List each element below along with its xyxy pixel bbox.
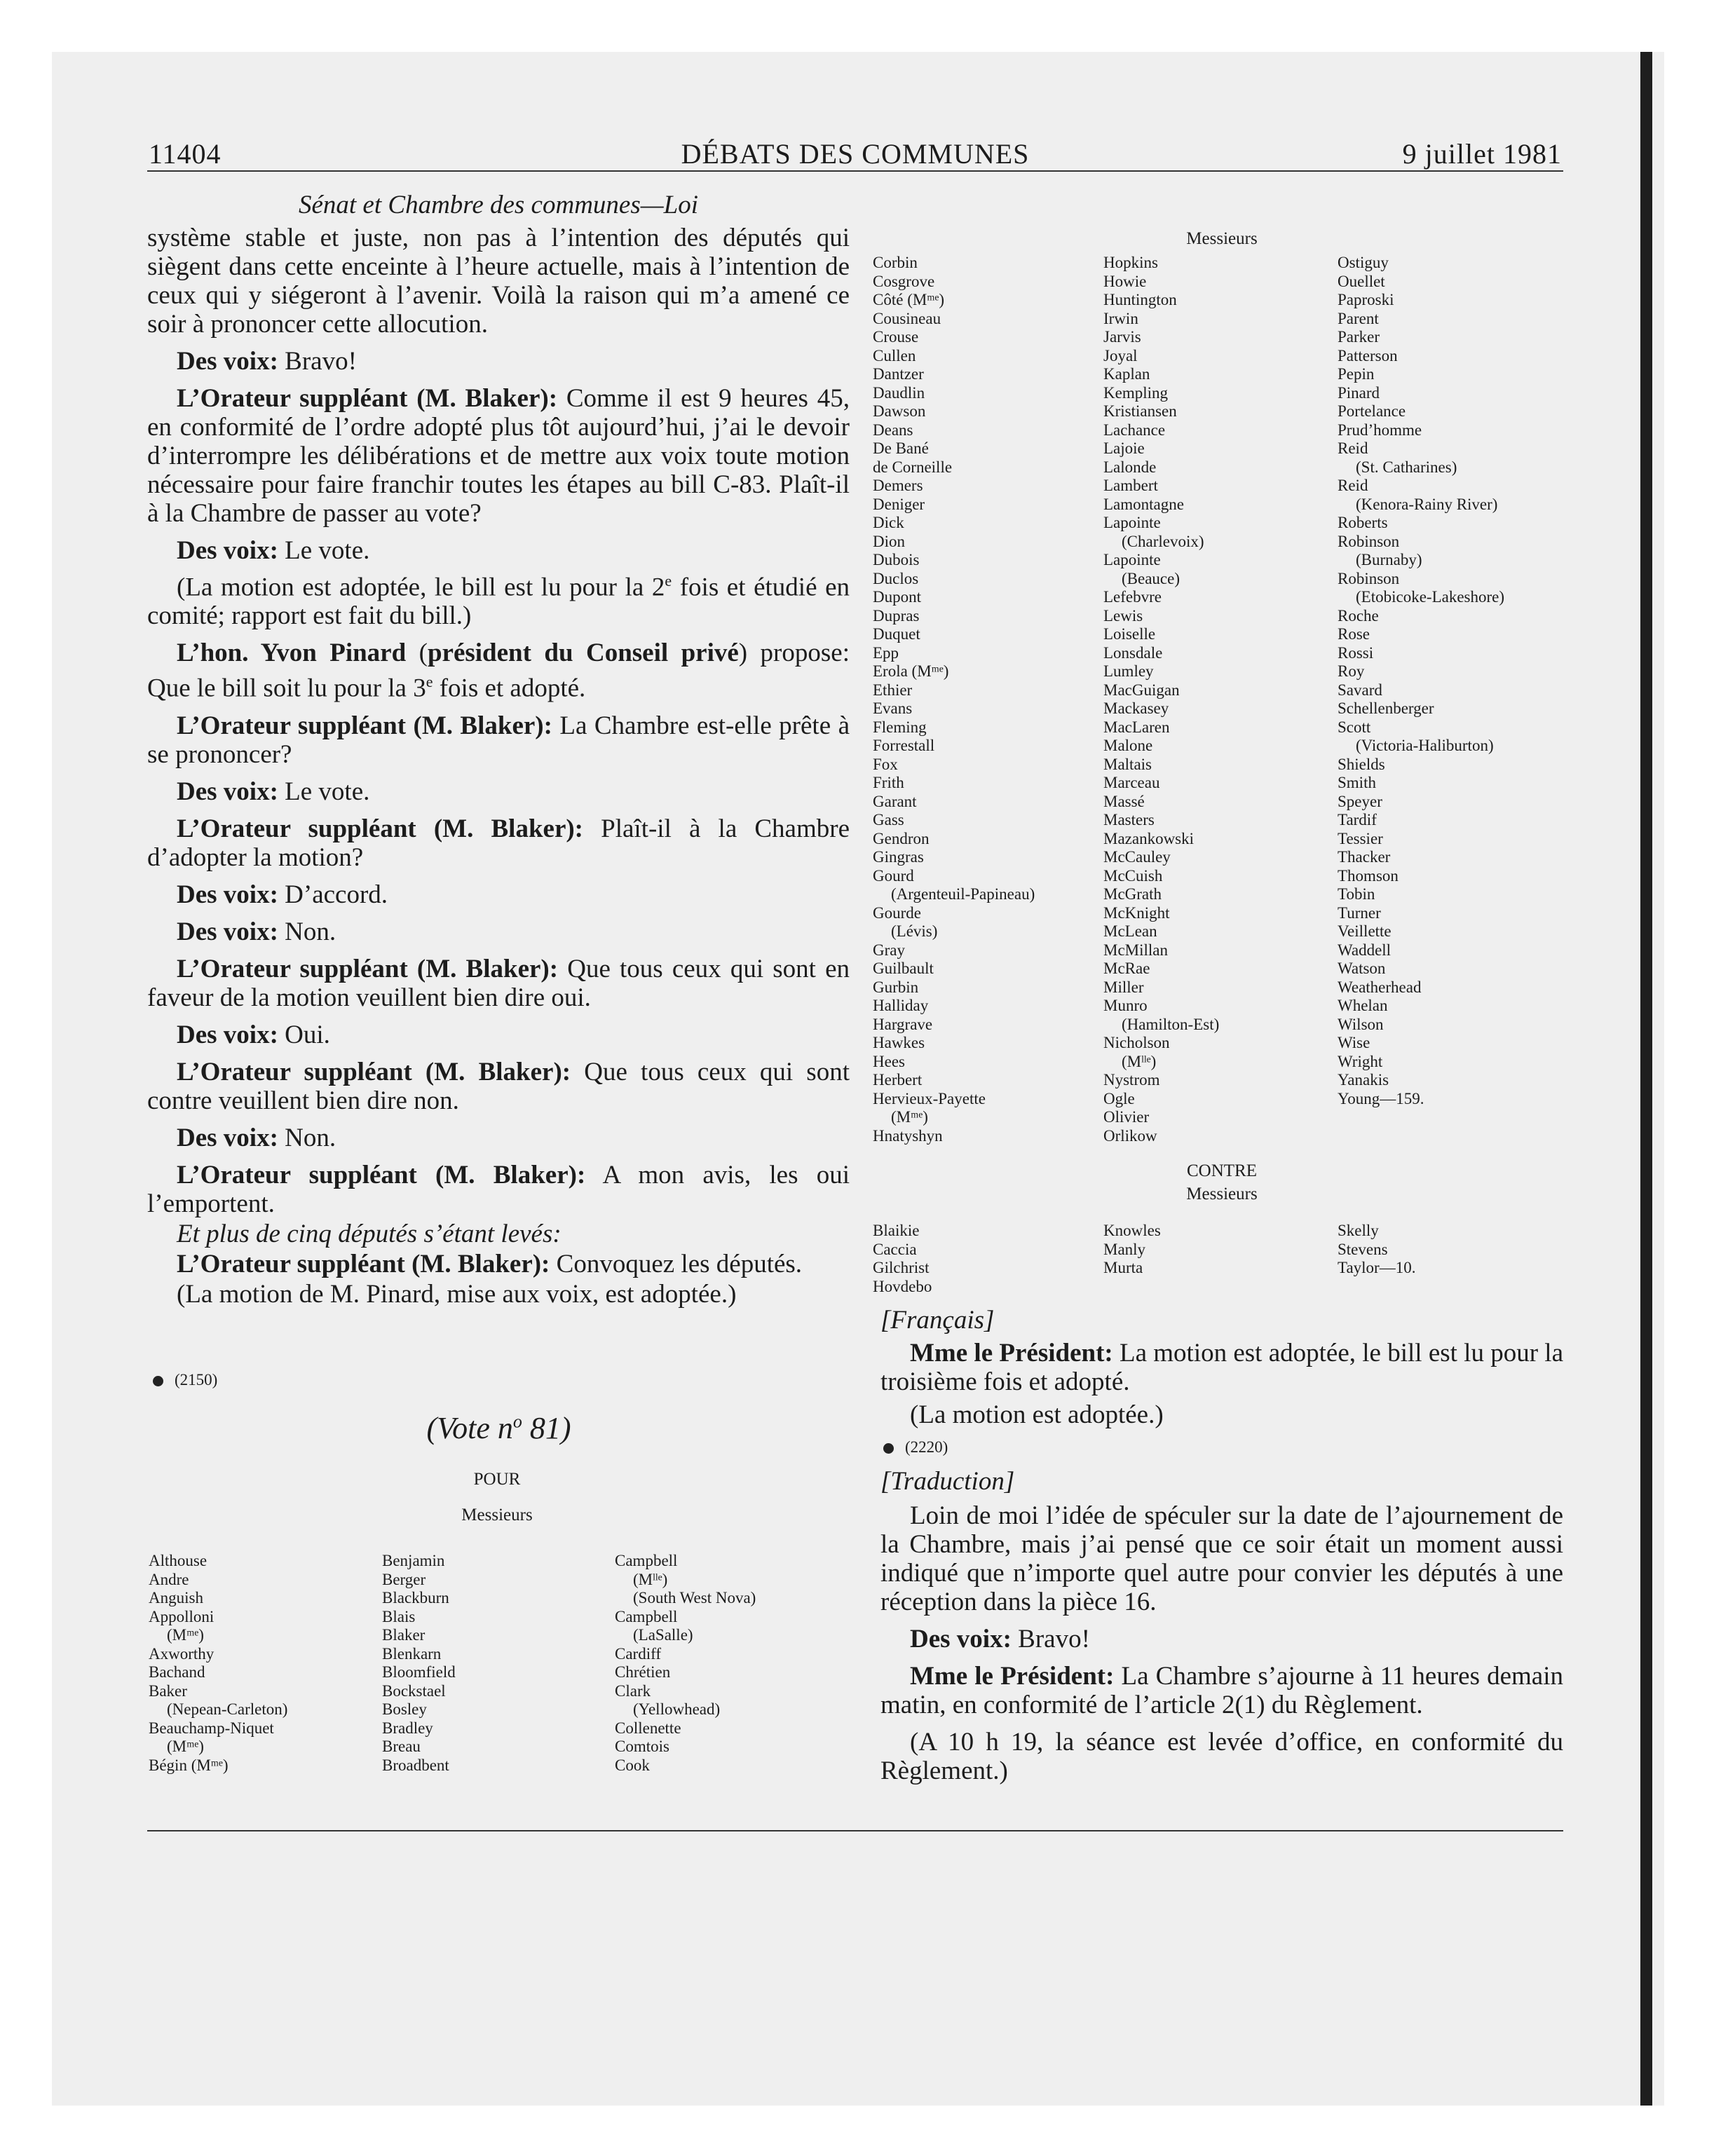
contre-heading: CONTRE <box>1187 1161 1257 1180</box>
member-name: Cook <box>615 1756 650 1774</box>
paragraph: Des voix: Non. <box>177 1123 336 1152</box>
page-date: 9 juillet 1981 <box>1402 138 1562 170</box>
member-name: Speyer <box>1338 792 1382 810</box>
member-name: Mackasey <box>1103 700 1169 717</box>
member-name: McCauley <box>1103 848 1171 866</box>
paragraph: (La motion est adoptée.) <box>910 1400 1164 1429</box>
paragraph: L’Orateur suppléant (M. Blaker): La Chambre est-elle prête à se prononcer? <box>147 711 850 769</box>
member-name: Guilbault <box>873 960 934 977</box>
member-name: Massé <box>1103 792 1145 810</box>
member-name: Roche <box>1338 606 1379 625</box>
member-name: Reid <box>1338 477 1368 494</box>
member-name: Thomson <box>1338 866 1399 885</box>
member-name: (South West Nova) <box>633 1589 756 1606</box>
member-name: Fleming <box>873 718 927 736</box>
page-header-title: DÉBATS DES COMMUNES <box>681 138 1030 170</box>
right-text-block-2 <box>880 1501 1563 1794</box>
member-name: McLean <box>1103 922 1157 940</box>
member-name: Ogle <box>1103 1089 1135 1107</box>
pour-heading: POUR <box>473 1470 521 1489</box>
member-name: Gass <box>873 811 904 828</box>
member-name: Fox <box>873 755 898 773</box>
member-name: Knowles <box>1103 1222 1161 1239</box>
member-name: Joyal <box>1103 346 1138 364</box>
member-name: McMillan <box>1103 941 1168 959</box>
member-name: Lajoie <box>1103 439 1145 457</box>
member-name: Campbell <box>615 1607 678 1625</box>
member-name: Lonsdale <box>1103 643 1163 662</box>
member-name: Epp <box>873 643 899 662</box>
member-name: Olivier <box>1103 1108 1150 1126</box>
member-name: MacGuigan <box>1103 681 1180 699</box>
member-name: Savard <box>1338 681 1382 699</box>
member-name: Herbert <box>873 1071 923 1089</box>
speaker: L’Orateur suppléant (M. Blaker): <box>177 954 559 983</box>
bullet-dot-icon <box>153 1376 163 1386</box>
member-name: Blackburn <box>382 1589 449 1606</box>
member-name: Tobin <box>1338 885 1375 903</box>
member-name: Demers <box>873 477 923 494</box>
contre-list-col1 <box>873 1222 932 1296</box>
footer-rule <box>147 1830 1563 1831</box>
member-name: Blaikie <box>873 1222 920 1239</box>
speaker: Des voix: <box>177 1020 278 1049</box>
member-name: Rose <box>1338 625 1370 643</box>
member-name: Wise <box>1338 1034 1370 1051</box>
member-name: Dion <box>873 532 905 550</box>
member-name: Garant <box>873 792 917 810</box>
member-name: Cullen <box>873 346 916 364</box>
member-name: Roberts <box>1338 514 1388 531</box>
member-name: Lambert <box>1103 477 1158 494</box>
right-text-block-1 <box>880 1339 1563 1429</box>
member-name: Malone <box>1103 737 1153 754</box>
member-name: Howie <box>1103 272 1147 290</box>
member-name: McGrath <box>1103 885 1162 903</box>
member-name: Côté (Mᵐᵉ) <box>873 291 945 308</box>
member-name: (LaSalle) <box>633 1626 693 1644</box>
speaker: Des voix: <box>177 880 278 909</box>
member-name: Berger <box>382 1570 426 1588</box>
speaker: Des voix: <box>177 347 278 376</box>
member-name: Evans <box>873 700 913 717</box>
member-name: (Burnaby) <box>1356 551 1422 568</box>
member-name: Kempling <box>1103 383 1168 402</box>
member-name: Watson <box>1338 960 1386 977</box>
paragraph: système stable et juste, non pas à l’intention des députés qui siègent dans cette enceinte à l’heure actuelle, mais à l’intention de ceux qui y siégeront à l’avenir. Voilà la raison qui m’a amené ce soir à prononcer cette allocution. <box>147 224 850 339</box>
time-marker: (2150) <box>153 1371 217 1389</box>
messieurs-heading: Messieurs <box>1186 229 1258 248</box>
member-name: McCuish <box>1103 866 1163 885</box>
member-name: Bégin (Mᵐᵉ) <box>149 1756 229 1774</box>
member-name: Deans <box>873 421 913 439</box>
member-name: Clark <box>615 1681 651 1700</box>
member-name: (Mᵐᵉ) <box>167 1738 204 1755</box>
member-name: Dick <box>873 514 904 531</box>
member-name: (Mˡˡᵉ) <box>633 1570 668 1588</box>
paragraph: Des voix: Bravo! <box>910 1625 1090 1653</box>
member-name: Bradley <box>382 1719 433 1737</box>
member-name: Wright <box>1338 1052 1383 1070</box>
member-name: Maltais <box>1103 755 1152 773</box>
member-name: De Bané <box>873 439 929 457</box>
member-name: Rossi <box>1338 643 1374 662</box>
pour-list-col3 <box>615 1552 756 1775</box>
member-name: Duclos <box>873 569 919 587</box>
member-name: Frith <box>873 774 904 791</box>
member-name: Althouse <box>149 1552 207 1569</box>
paragraph: Des voix: Le vote. <box>177 777 370 806</box>
member-name: Hees <box>873 1052 905 1070</box>
member-name: Daudlin <box>873 383 925 402</box>
paragraph: Des voix: Bravo! <box>177 347 357 376</box>
speaker: Mme le Président: <box>910 1339 1113 1367</box>
member-name: Yanakis <box>1338 1071 1389 1089</box>
member-name: Duquet <box>873 625 920 643</box>
member-name: Lumley <box>1103 662 1154 680</box>
member-name: Blais <box>382 1607 416 1625</box>
member-name: Whelan <box>1338 997 1388 1014</box>
paragraph: L’Orateur suppléant (M. Blaker): Comme il est 9 heures 45, en conformité de l’ordre adopté plus tôt aujourd’hui, j’ai le devoir d’interrompre les délibérations et de mettre aux voix toute motion nécessaire pour faire franchir toutes les étapes au bill C-83. Plaît-il à la Chambre de passer au vote? <box>147 384 850 528</box>
member-name: Tardif <box>1338 811 1377 828</box>
member-name: Bockstael <box>382 1681 446 1700</box>
member-name: (St. Catharines) <box>1356 458 1457 476</box>
member-name: Breau <box>382 1738 421 1755</box>
member-name: Ouellet <box>1338 272 1385 290</box>
left-column <box>147 191 850 1317</box>
member-name: Skelly <box>1338 1222 1379 1239</box>
paragraph: (La motion de M. Pinard, mise aux voix, est adoptée.) <box>177 1279 737 1309</box>
member-name: Cosgrove <box>873 272 935 290</box>
member-name: Ethier <box>873 681 913 699</box>
member-name: Dupras <box>873 606 920 625</box>
member-name: Blaker <box>382 1626 426 1644</box>
member-name: Erola (Mᵐᵉ) <box>873 662 949 680</box>
member-name: Lapointe <box>1103 551 1161 568</box>
time-marker: (2220) <box>883 1438 948 1456</box>
messieurs-heading: Messieurs <box>1186 1185 1258 1203</box>
member-name: Gingras <box>873 848 924 866</box>
member-name: Young—159. <box>1338 1089 1424 1107</box>
member-name: Marceau <box>1103 774 1160 791</box>
speaker: Des voix: <box>177 536 278 565</box>
member-name: Collenette <box>615 1719 681 1737</box>
member-name: Dantzer <box>873 365 924 383</box>
pour-list-col1 <box>149 1552 287 1775</box>
member-name: McRae <box>1103 960 1150 977</box>
contre-list-col3 <box>1338 1222 1415 1278</box>
member-name: Huntington <box>1103 291 1177 308</box>
member-name: Reid <box>1338 439 1368 457</box>
member-name: (Yellowhead) <box>633 1700 721 1718</box>
member-name: Nicholson <box>1103 1034 1170 1051</box>
member-name: Comtois <box>615 1738 669 1755</box>
member-name: Weatherhead <box>1338 978 1422 996</box>
speaker: Des voix: <box>177 1123 278 1152</box>
paragraph: Des voix: Le vote. <box>177 536 370 565</box>
messieurs-heading: Messieurs <box>461 1506 533 1524</box>
member-name: Lachance <box>1103 421 1166 439</box>
member-name: Stevens <box>1338 1240 1388 1258</box>
paragraph: L’Orateur suppléant (M. Blaker): Que tous ceux qui sont contre veuillent bien dire non. <box>147 1057 850 1115</box>
vote-title: (Vote $n^o$ 81) <box>426 1411 571 1445</box>
bullet-dot-icon <box>883 1443 894 1454</box>
member-name: Dubois <box>873 551 920 568</box>
member-name: Cousineau <box>873 309 941 327</box>
member-name: Parker <box>1338 328 1380 346</box>
paragraph: L’hon. Yvon Pinard (président du Conseil privé) propose: Que le bill soit lu pour la 3e fois et adopté. <box>147 639 850 703</box>
member-name: Broadbent <box>382 1756 449 1774</box>
member-name: Schellenberger <box>1338 700 1434 717</box>
paragraph: (La motion est adoptée, le bill est lu pour la 2e fois et étudié en comité; rapport est fait du bill.) <box>147 572 850 631</box>
member-name: Thacker <box>1338 848 1391 866</box>
member-name: (Lévis) <box>891 922 938 940</box>
member-name: Gendron <box>873 829 930 847</box>
member-name: Crouse <box>873 328 919 346</box>
member-name: Bachand <box>149 1663 205 1681</box>
member-name: Shields <box>1338 755 1385 773</box>
member-name: Paproski <box>1338 291 1394 308</box>
speaker: L’Orateur suppléant (M. Blaker): <box>177 1057 571 1086</box>
speaker: L’Orateur suppléant (M. Blaker): <box>177 711 552 740</box>
member-name: Taylor—10. <box>1338 1259 1416 1276</box>
page-number: 11404 <box>149 138 222 170</box>
member-name: Prud’homme <box>1338 421 1422 439</box>
member-name: Pinard <box>1338 383 1380 402</box>
header-rule <box>147 170 1563 172</box>
member-name: Ostiguy <box>1338 254 1389 271</box>
member-name: Gurbin <box>873 978 919 996</box>
member-name: Mazankowski <box>1103 829 1195 847</box>
member-name: (Mˡˡᵉ) <box>1122 1052 1157 1070</box>
member-name: (Hamilton-Est) <box>1122 1015 1220 1033</box>
member-name: Anguish <box>149 1589 203 1606</box>
member-name: Turner <box>1338 903 1381 922</box>
member-name: (Etobicoke-Lakeshore) <box>1356 588 1505 606</box>
speaker: L’Orateur suppléant (M. Blaker): <box>177 1160 586 1189</box>
member-name: Wilson <box>1338 1015 1384 1033</box>
member-name: Portelance <box>1338 402 1406 420</box>
member-name: (Nepean-Carleton) <box>167 1700 288 1718</box>
member-name: Gourde <box>873 903 921 922</box>
member-name: Appolloni <box>149 1607 215 1625</box>
paragraph: Des voix: Oui. <box>177 1020 330 1049</box>
speaker: L’hon. Yvon Pinard <box>177 639 407 668</box>
member-name: Murta <box>1103 1259 1143 1276</box>
section-title: Sénat et Chambre des communes—Loi <box>298 191 698 219</box>
speaker: Des voix: <box>177 917 278 946</box>
member-name: Kristiansen <box>1103 402 1177 420</box>
member-name: Loiselle <box>1103 625 1156 643</box>
speaker: Des voix: <box>177 777 278 806</box>
member-name: Beauchamp-Niquet <box>149 1719 274 1737</box>
member-name: Gilchrist <box>873 1259 930 1276</box>
scan-edge-bar <box>1640 52 1652 2106</box>
member-name: Cardiff <box>615 1644 662 1663</box>
member-name: Lewis <box>1103 606 1143 625</box>
member-name: Baker <box>149 1681 187 1700</box>
member-name: Axworthy <box>149 1644 215 1663</box>
member-name: (Mᵐᵉ) <box>167 1626 204 1644</box>
member-name: Hargrave <box>873 1015 933 1033</box>
member-name: Hnatyshyn <box>873 1126 943 1145</box>
member-name: Andre <box>149 1570 189 1588</box>
paragraph: L’Orateur suppléant (M. Blaker): A mon avis, les oui l’emportent. <box>147 1160 850 1218</box>
pour-list-col5 <box>1103 254 1219 1145</box>
paragraph: L’Orateur suppléant (M. Blaker): Que tous ceux qui sont en faveur de la motion veuillent bien dire oui. <box>147 954 850 1012</box>
member-name: Forrestall <box>873 737 935 754</box>
member-name: (Mᵐᵉ) <box>891 1108 928 1126</box>
member-name: Nystrom <box>1103 1071 1160 1089</box>
speaker: L’Orateur suppléant (M. Blaker): <box>177 1249 550 1278</box>
contre-list-col2 <box>1103 1222 1161 1278</box>
member-name: MacLaren <box>1103 718 1170 736</box>
member-name: Parent <box>1338 309 1379 327</box>
paragraph: Et plus de cinq députés s’étant levés: <box>177 1219 562 1248</box>
member-name: Robinson <box>1338 569 1400 587</box>
member-name: Hovdebo <box>873 1277 932 1295</box>
member-name: Miller <box>1103 978 1144 996</box>
paragraph: (A 10 h 19, la séance est levée d’office, en conformité du Règlement.) <box>880 1728 1563 1785</box>
member-name: Lalonde <box>1103 458 1157 476</box>
member-name: Patterson <box>1338 346 1398 364</box>
member-name: Pepin <box>1338 365 1375 383</box>
paragraph: Des voix: Non. <box>177 917 336 946</box>
pour-list-col2 <box>382 1552 456 1775</box>
member-name: Tessier <box>1338 829 1383 847</box>
member-name: Bosley <box>382 1700 427 1718</box>
member-name: Gourd <box>873 866 914 885</box>
paragraph: Des voix: D’accord. <box>177 880 388 909</box>
member-name: (Beauce) <box>1122 569 1180 587</box>
member-name: Hawkes <box>873 1034 925 1051</box>
member-name: Corbin <box>873 254 918 271</box>
member-name: Dawson <box>873 402 926 420</box>
member-name: McKnight <box>1103 903 1170 922</box>
member-name: Lapointe <box>1103 514 1161 531</box>
member-name: Orlikow <box>1103 1126 1157 1145</box>
speaker: L’Orateur suppléant (M. Blaker): <box>177 814 584 843</box>
language-tag: [Français] <box>880 1306 995 1335</box>
member-name: Manly <box>1103 1240 1146 1258</box>
member-name: Bloomfield <box>382 1663 456 1681</box>
member-name: Benjamin <box>382 1552 445 1569</box>
member-name: Waddell <box>1338 941 1392 959</box>
member-name: Masters <box>1103 811 1155 828</box>
member-name: Chrétien <box>615 1663 671 1681</box>
member-name: Deniger <box>873 495 925 513</box>
paragraph: Loin de moi l’idée de spéculer sur la date de l’ajournement de la Chambre, mais j’ai pensé que ce soir était un moment aussi indiqué que n’importe quel autre pour convier les députés à une réception dans la pièce 16. <box>880 1501 1563 1616</box>
member-name: (Argenteuil-Papineau) <box>891 885 1035 903</box>
member-name: Irwin <box>1103 309 1138 327</box>
paragraph: L’Orateur suppléant (M. Blaker): Convoquez les députés. <box>177 1249 803 1278</box>
member-name: Halliday <box>873 997 929 1014</box>
speaker: Mme le Président: <box>910 1662 1115 1691</box>
member-name: Lamontagne <box>1103 495 1184 513</box>
member-name: (Charlevoix) <box>1122 532 1204 550</box>
member-name: Caccia <box>873 1240 917 1258</box>
member-name: Blenkarn <box>382 1644 442 1663</box>
member-name: Roy <box>1338 662 1365 680</box>
member-name: Campbell <box>615 1552 678 1569</box>
pour-list-col6 <box>1338 254 1504 1108</box>
member-name: Lefebvre <box>1103 588 1162 606</box>
member-name: Dupont <box>873 588 921 606</box>
member-name: Robinson <box>1338 532 1400 550</box>
member-name: Scott <box>1338 718 1371 736</box>
paragraph: Mme le Président: La Chambre s’ajourne à 11 heures demain matin, en conformité de l’article 2(1) du Règlement. <box>880 1662 1563 1719</box>
member-name: Hervieux-Payette <box>873 1089 986 1107</box>
member-name: (Kenora-Rainy River) <box>1356 495 1498 513</box>
member-name: Veillette <box>1338 922 1392 940</box>
paragraph: L’Orateur suppléant (M. Blaker): Plaît-il à la Chambre d’adopter la motion? <box>147 814 850 872</box>
paragraph: Mme le Président: La motion est adoptée, le bill est lu pour la troisième fois et adopté. <box>880 1339 1563 1396</box>
speaker: L’Orateur suppléant (M. Blaker): <box>177 384 558 413</box>
member-name: Jarvis <box>1103 328 1141 346</box>
member-name: Gray <box>873 941 905 959</box>
member-name: Munro <box>1103 997 1148 1014</box>
member-name: Smith <box>1338 774 1376 791</box>
speaker: Des voix: <box>910 1625 1012 1653</box>
member-name: (Victoria-Haliburton) <box>1356 737 1494 754</box>
member-name: Kaplan <box>1103 365 1150 383</box>
member-name: Hopkins <box>1103 254 1158 271</box>
pour-list-col4 <box>873 254 1035 1145</box>
language-tag: [Traduction] <box>880 1467 1015 1496</box>
member-name: de Corneille <box>873 458 953 476</box>
